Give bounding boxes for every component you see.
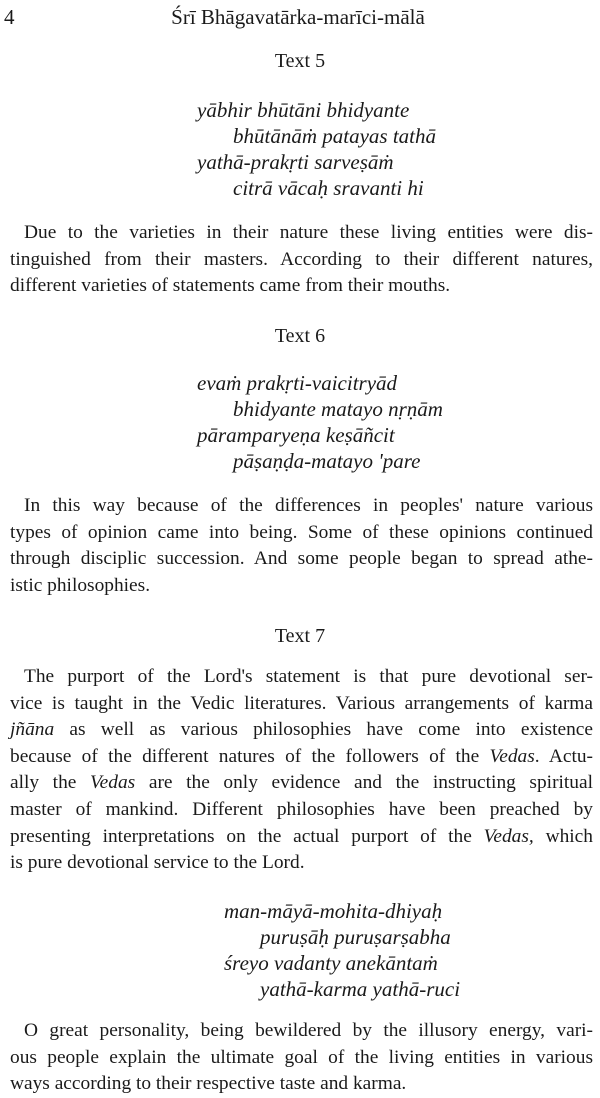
- text-7-purport: [10, 664, 593, 877]
- text-run: vice is taught in the Vedic literatures. Various arrangements of karma: [10, 692, 593, 714]
- verse-line: yathā-prakṛti sarveṣāṁ: [197, 150, 394, 174]
- verse-line: pāṣaṇḍa-matayo 'pare: [233, 449, 421, 473]
- text-run: presenting interpretations on the actual purport of the: [10, 825, 484, 847]
- verse-line: man-māyā-mohita-dhiyaḥ: [224, 899, 443, 923]
- paragraph-line: [10, 717, 593, 744]
- verse-line: yathā-karma yathā-ruci: [260, 977, 461, 1001]
- paragraph-line: ous people explain the ultimate goal of the living entities in various: [10, 1046, 593, 1068]
- text-5-heading: Text 5: [274, 50, 326, 72]
- page-number: 4: [4, 5, 15, 29]
- paragraph-line: tinguished from their masters. According to their different natures,: [10, 248, 593, 270]
- text-run: ally the: [10, 772, 90, 794]
- verse-line: evaṁ prakṛti-vaicitryād: [197, 371, 398, 395]
- page-header: [4, 2, 592, 32]
- text-run: because of the different natures of the followers of the: [10, 745, 490, 767]
- text-run: are the only evidence and the instructing spiritual: [135, 772, 593, 794]
- paragraph-line: [10, 744, 593, 771]
- paragraph-line: [10, 770, 593, 797]
- paragraph-line: [10, 824, 593, 851]
- verse-line: citrā vācaḥ sravanti hi: [233, 176, 424, 200]
- italic-term: Vedas,: [483, 825, 534, 847]
- paragraph-line: O great personality, being bewildered by the illusory energy, vari-: [24, 1020, 593, 1041]
- text-run: master of mankind. Different philosophies have been preached by: [10, 798, 593, 820]
- text-run: is pure devotional service to the Lord.: [10, 852, 305, 874]
- italic-term: jñāna: [10, 719, 55, 741]
- paragraph-line: ways according to their respective taste and karma.: [10, 1073, 407, 1095]
- text-5-verse: [197, 97, 436, 201]
- text-7-heading: Text 7: [274, 625, 326, 647]
- paragraph-line: Due to the varieties in their nature these living entities were dis-: [24, 222, 593, 243]
- paragraph-line: [10, 664, 593, 691]
- verse-line: śreyo vadanty anekāntaṁ: [224, 951, 438, 975]
- text-6-translation: [10, 493, 593, 599]
- paragraph-line: through disciplic succession. And some people began to spread athe-: [10, 548, 593, 570]
- paragraph-line: In this way because of the differences in peoples' nature various: [24, 495, 593, 516]
- verse-line: bhūtānāṁ patayas tathā: [233, 124, 436, 148]
- paragraph-line: [10, 850, 593, 877]
- text-7-verse: [224, 898, 460, 1002]
- text-6-heading: Text 6: [274, 325, 326, 347]
- paragraph-line: types of opinion came into being. Some of these opinions continued: [10, 521, 593, 543]
- verse-line: pāramparyeṇa keṣāñcit: [197, 423, 395, 447]
- text-run: as well as various philosophies have come into existence: [54, 719, 593, 741]
- verse-line: bhidyante matayo nṛṇām: [233, 397, 443, 421]
- text-run: . Actu-: [534, 745, 593, 767]
- text-run: which: [533, 825, 593, 847]
- paragraph-line: istic philosophies.: [10, 574, 151, 596]
- paragraph-line: different varieties of statements came from their mouths.: [10, 275, 451, 297]
- text-run: The purport of the Lord's statement is that pure devotional ser-: [24, 666, 593, 687]
- verse-line: puruṣāḥ puruṣarṣabha: [260, 925, 451, 949]
- text-7-translation: [10, 1018, 593, 1098]
- running-title: Śrī Bhāgavatārka-marīci-mālā: [171, 5, 425, 29]
- paragraph-line: [10, 691, 593, 718]
- text-5-translation: [10, 220, 593, 300]
- verse-line: yābhir bhūtāni bhidyante: [197, 98, 410, 122]
- paragraph-line: [10, 797, 593, 824]
- italic-term: Vedas: [89, 772, 136, 794]
- italic-term: Vedas: [489, 745, 535, 767]
- text-6-verse: [197, 370, 443, 474]
